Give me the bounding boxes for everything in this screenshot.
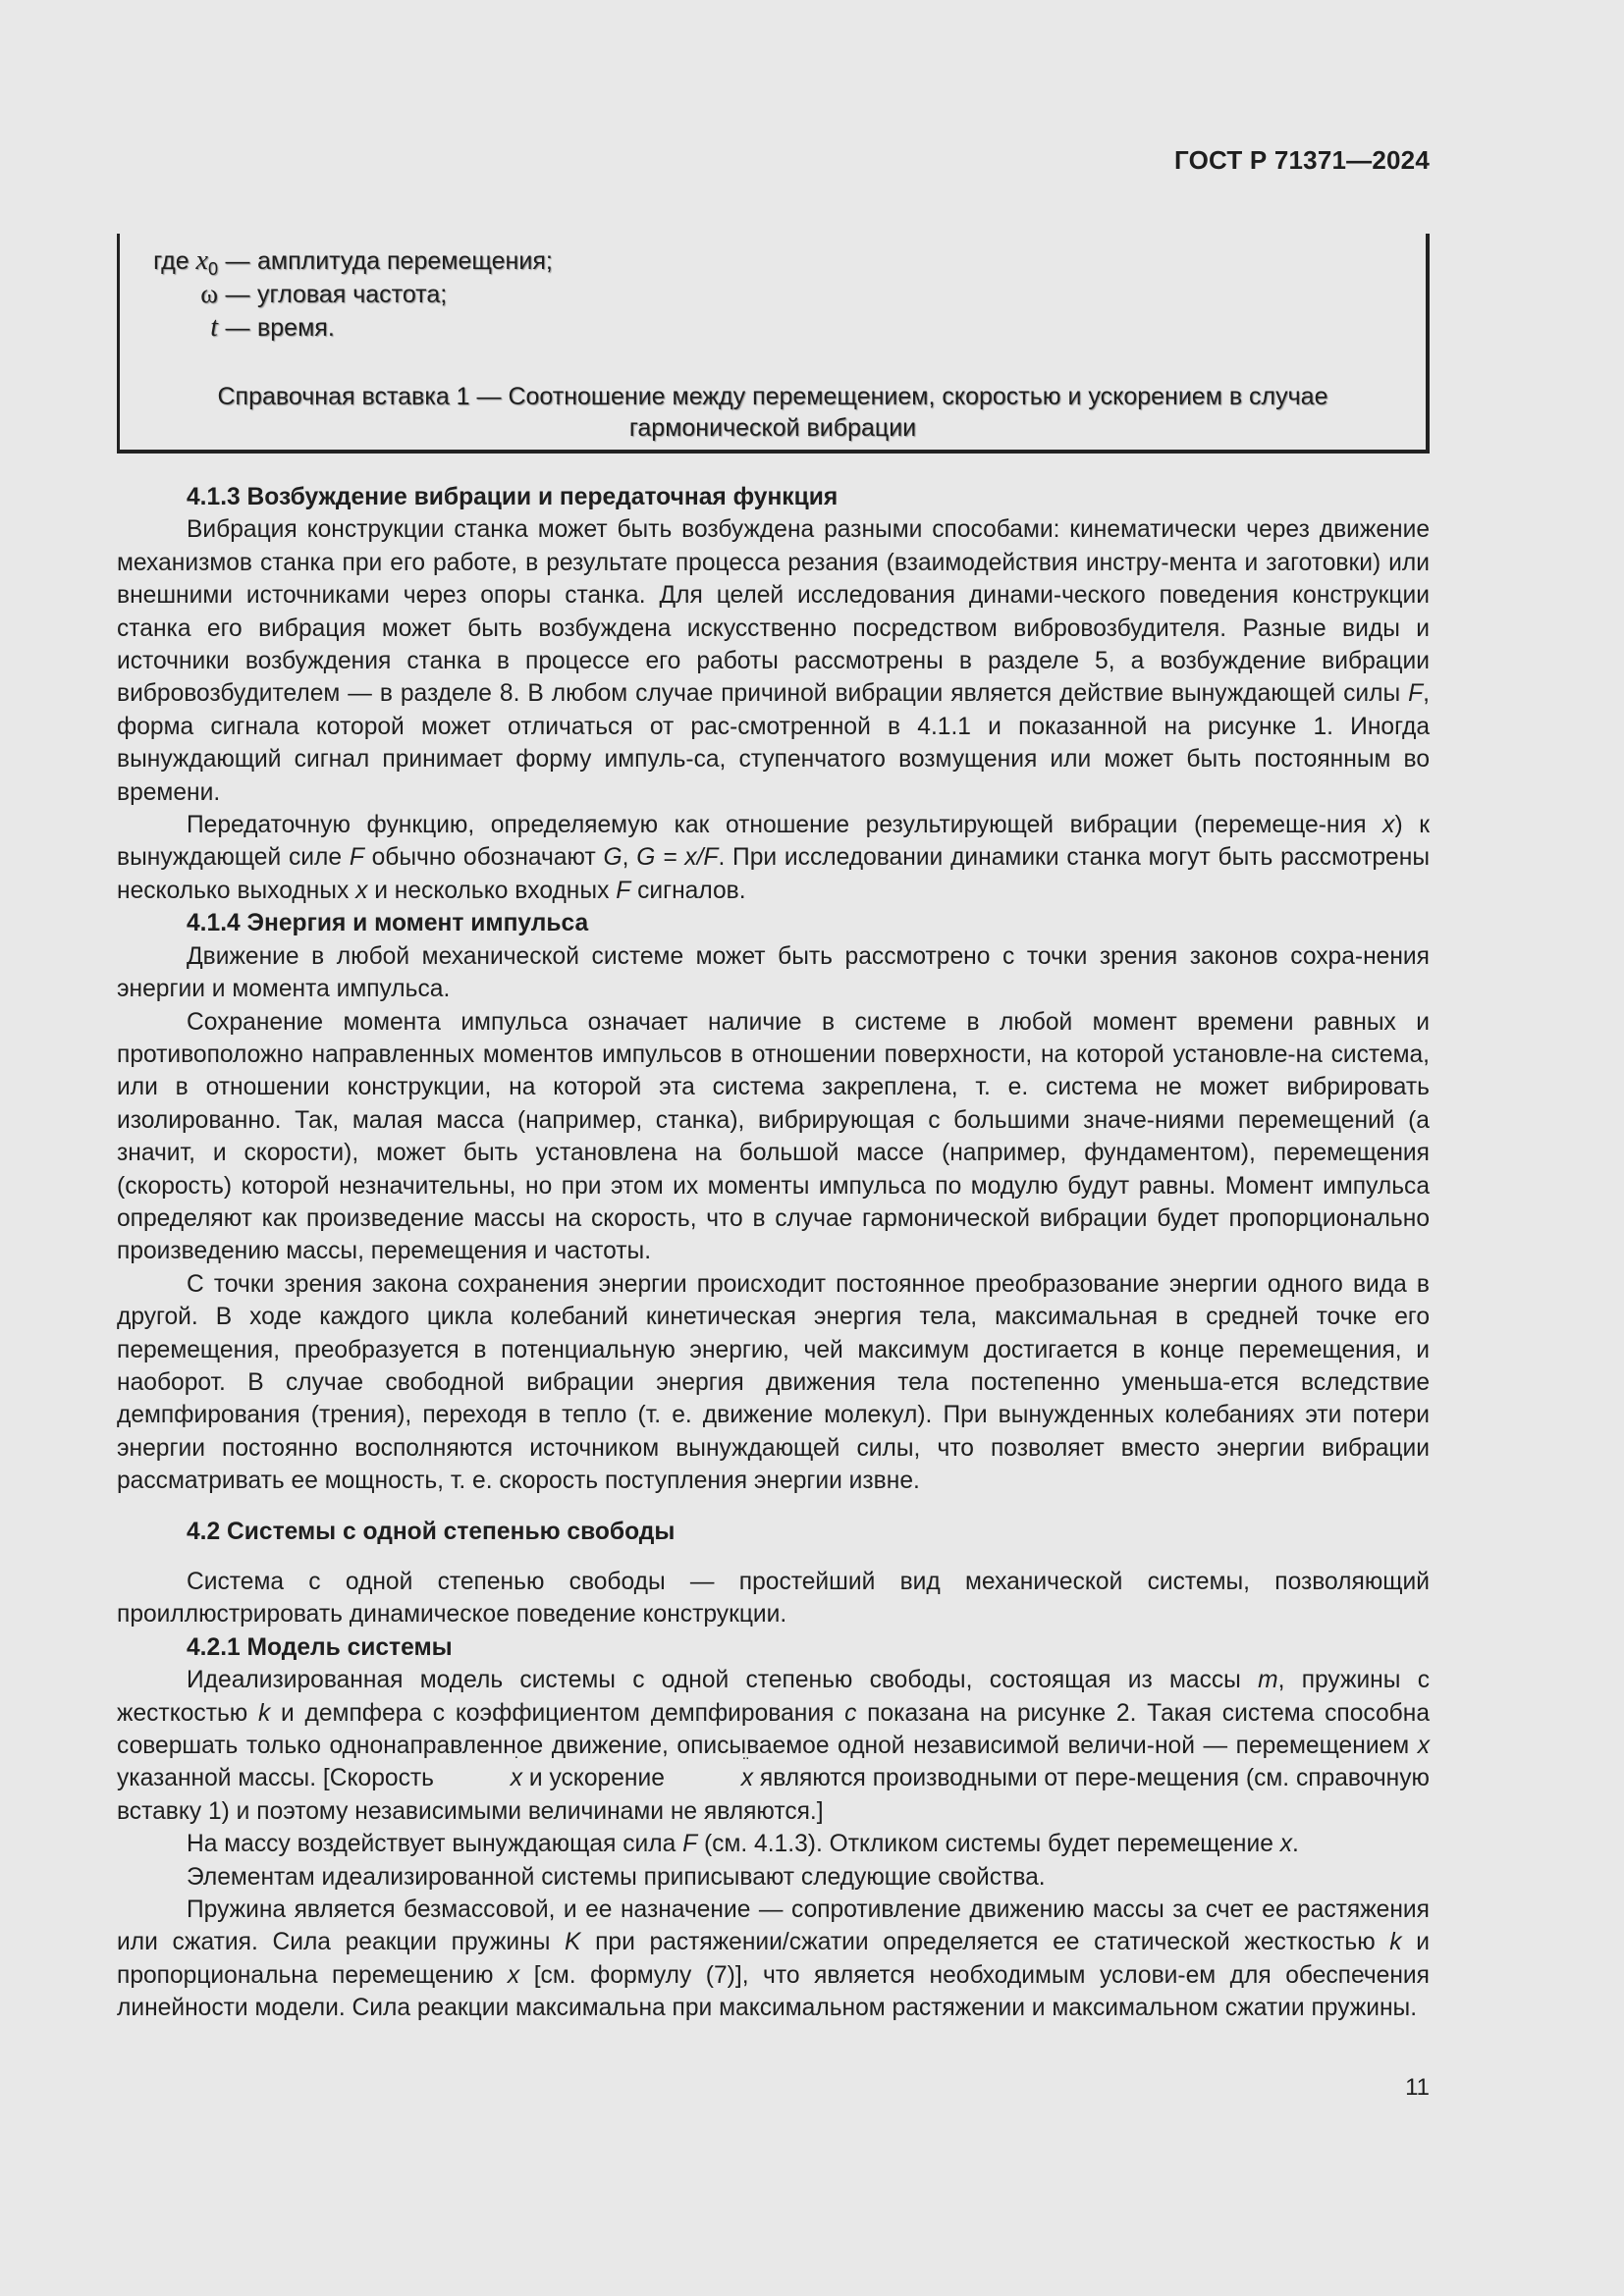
paragraph: Вибрация конструкции станка может быть возбуждена разными способами: кинематически через движение механизмов станка при его работе, в результате процесса резания (взаимодействия инстру-мента и заготовки) или внешними источниками через опоры станка. Для целей исследования динами-ческого поведения конструкции станка его вибрация может быть возбуждена искусственно посредством вибровозбудителя. Разные виды и источники возбуждения станка в процессе его работы рассмотрены в разделе 5, а возбуждение вибрации вибровозбудителем — в разделе 8. В любом случае причиной вибрации является действие вынуждающей силы F, форма сигнала которой может отличаться от рас-смотренной в 4.1.1 и показанной на рисунке 1. Иногда вынуждающий сигнал принимает форму импуль-са, ступенчатого возмущения или может быть постоянным во времени.	[117, 516, 1430, 806]
paragraph: Сохранение момента импульса означает наличие в системе в любой момент времени равных и противоположно направленных моментов импульсов в отношении поверхности, на которой установле-на система, или в отношении конструкции, на которой эта система закреплена, т. е. система не может вибрировать изолированно. Так, малая масса (например, станка), вибрирующая с большими значе-ниями перемещений (а значит, и скорости), может быть установлена на большой массе (например, фундаментом), перемещения (скорость) которой незначительны, но при этом их моменты импульса по модулю будут равны. Момент импульса определяют как произведение массы на скорость, что в случае гармонической вибрации будет пропорционально произведению массы, перемещения и частоты.	[117, 1008, 1430, 1265]
acceleration-symbol: ¨ x	[672, 1762, 753, 1794]
definition-dash: —	[225, 281, 250, 308]
where-row-t	[120, 312, 335, 346]
paragraph: Пружина является безмассовой, и ее назначение — сопротивление движению массы за счет ее растяжения или сжатия. Сила реакции пружины K при растяжении/сжатии определяется ее статической жесткостью k и пропорциональна перемещению x [см. формулу (7)], что является необходимым услови-ем для обеспечения линейности модели. Сила реакции максимальна при максимальном растяжении и максимальном сжатии пружины.	[117, 1896, 1430, 2022]
section-heading-4-1-4: 4.1.4 Энергия и момент импульса	[187, 910, 589, 937]
symbol-omega: ω	[200, 279, 218, 308]
reference-inset-box	[117, 234, 1430, 454]
inset-caption: Справочная вставка 1 — Соотношение между перемещением, скоростью и ускорением в случае гармонической вибрации	[217, 383, 1328, 442]
definition-text: время.	[257, 314, 335, 342]
velocity-symbol: ˙ x	[441, 1762, 522, 1794]
page-number: 11	[1405, 2074, 1430, 2101]
definition-text: амплитуда перемещения;	[257, 247, 553, 275]
document-code-header: ГОСТ Р 71371—2024	[1174, 145, 1430, 175]
paragraph: Элементам идеализированной системы приписывают следующие свойства.	[187, 1863, 1046, 1891]
paragraph: Передаточную функцию, определяемую как отношение результирующей вибрации (перемеще-ния x) к вынуждающей силе F обычно обозначают G, G = x/F. При исследовании динамики станка могут быть рассмотрены несколько выходных x и несколько входных F сигналов.	[117, 812, 1430, 904]
paragraph: Движение в любой механической системе может быть рассмотрено с точки зрения законов сохра-нения энергии и момента импульса.	[117, 942, 1430, 1003]
definition-text: угловая частота;	[257, 281, 448, 308]
paragraph: Система с одной степенью свободы — простейший вид механической системы, позволяющий проиллюстрировать динамическое поведение конструкции.	[117, 1569, 1430, 1629]
definition-dash: —	[225, 247, 250, 275]
paragraph: На массу воздействует вынуждающая сила F (см. 4.1.3). Откликом системы будет перемещение x.	[187, 1831, 1299, 1858]
definition-dash: —	[225, 314, 250, 342]
symbol-t: t	[210, 312, 218, 343]
where-row-omega	[120, 279, 447, 312]
section-heading-4-2-1: 4.2.1 Модель системы	[187, 1633, 453, 1661]
where-row-x0: где $x_0$ — амплитуда перемещения;	[153, 245, 553, 279]
paragraph: Идеализированная модель системы с одной степенью свободы, состоящая из массы m, пружины с жесткостью k и демпфера с коэффициентом демпфирования c показана на рисунке 2. Такая система способна совершать только однонаправленное движение, описываемое одной независимой величи-ной — перемещением x указанной массы. [Скорость ˙ x и ускорение ¨ x являются производными от пере-мещения (см. справочную вставку 1) и поэтому независимыми величинами не являются.]	[117, 1664, 1430, 1828]
document-body	[117, 481, 1430, 2025]
section-heading-4-2: 4.2 Системы с одной степенью свободы	[187, 1518, 676, 1545]
symbol-x: x	[195, 245, 208, 276]
section-heading-4-1-3: 4.1.3 Возбуждение вибрации и передаточная функция	[187, 484, 839, 510]
paragraph: С точки зрения закона сохранения энергии происходит постоянное преобразование энергии одного вида в другой. В ходе каждого цикла колебаний кинетическая энергия тела, максимальная в средней точке его перемещения, преобразуется в потенциальную энергию, чей максимум достигается в конце перемещения, и наоборот. В случае свободной вибрации энергия движения тела постепенно уменьша-ется вследствие демпфирования (трения), переходя в тепло (т. е. движение молекул). При вынужденных колебаниях эти потери энергии постоянно восполняются источником вынуждающей силы, что позволяет вместо энергии вибрации рассматривать ее мощность, т. е. скорость поступления энергии извне.	[117, 1270, 1430, 1495]
